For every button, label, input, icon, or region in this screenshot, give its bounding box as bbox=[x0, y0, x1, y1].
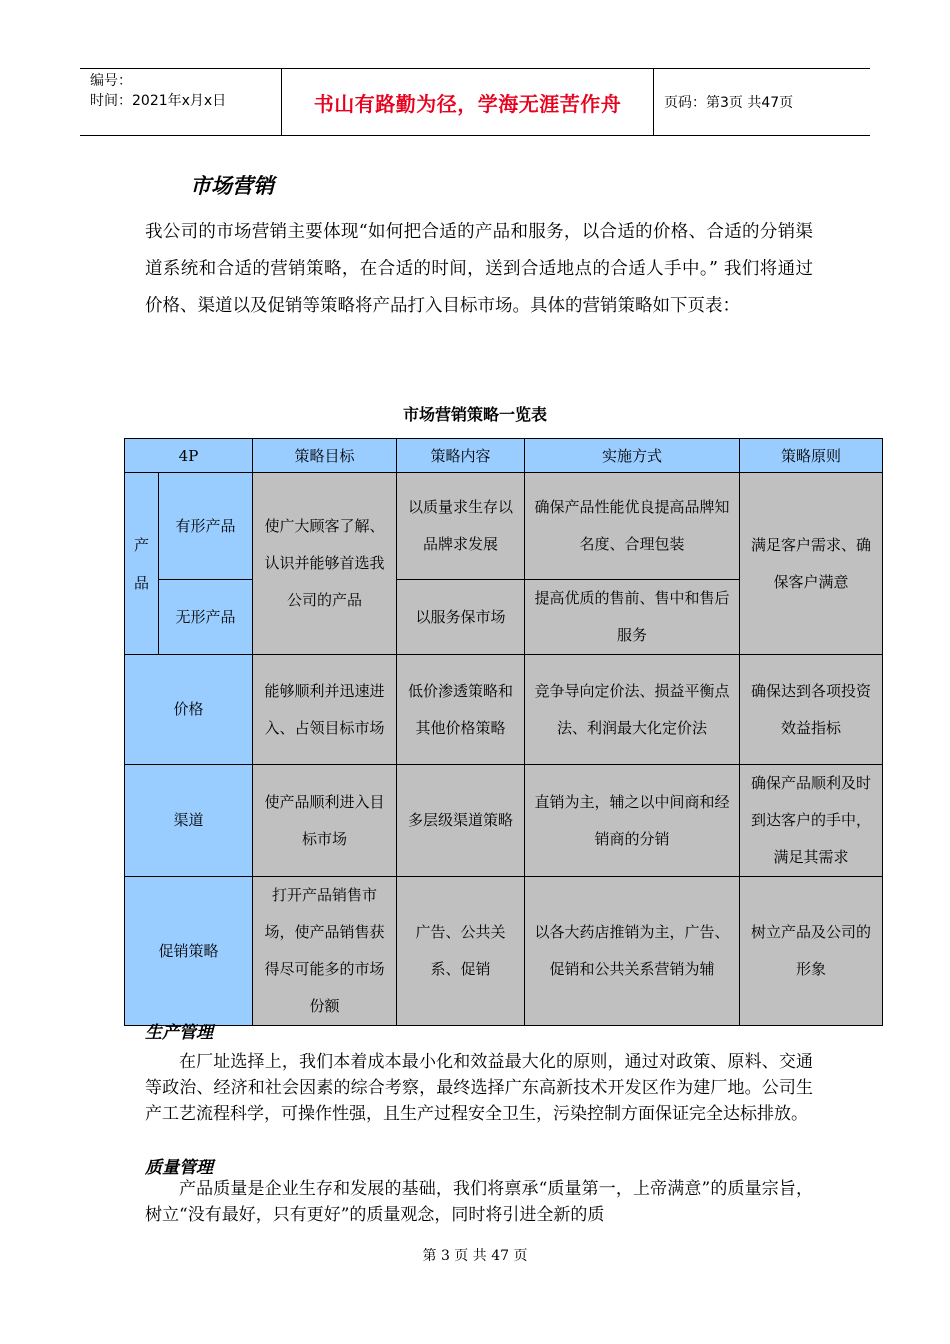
price-method: 竞争导向定价法、损益平衡点法、利润最大化定价法 bbox=[525, 655, 740, 765]
header-cell-4p: 4P bbox=[125, 439, 253, 473]
promotion-goal: 打开产品销售市场，使产品销售获得尽可能多的市场份额 bbox=[253, 877, 397, 1026]
table-row-channel bbox=[125, 765, 883, 877]
price-principle: 确保达到各项投资效益指标 bbox=[740, 655, 883, 765]
promotion-principle: 树立产品及公司的形象 bbox=[740, 877, 883, 1026]
page-footer: 第 3 页 共 47 页 bbox=[422, 1248, 528, 1264]
number-label: 编号： bbox=[90, 73, 132, 89]
production-heading: 生产管理 bbox=[145, 1023, 213, 1043]
promotion-content: 广告、公共关系、促销 bbox=[397, 877, 525, 1026]
table-header-row bbox=[125, 439, 883, 473]
production-paragraph: 在厂址选择上，我们本着成本最小化和效益最大化的原则，通过对政策、原料、交通等政治、经济和社会因素的综合考察，最终选择广东高新技术开发区作为建厂地。公司生产工艺流程科学，可操作性强，且生产过程安全卫生，污染控制方面保证完全达标排放。 bbox=[145, 1052, 813, 1124]
header-cell-principle: 策略原则 bbox=[740, 439, 883, 473]
channel-principle: 确保产品顺利及时到达客户的手中，满足其需求 bbox=[740, 765, 883, 877]
table-caption: 市场营销策略一览表 bbox=[402, 405, 547, 424]
channel-goal: 使产品顺利进入目标市场 bbox=[253, 765, 397, 877]
table-row-product-tangible bbox=[125, 473, 883, 580]
section-title: 市场营销 bbox=[190, 174, 274, 198]
product-principle: 满足客户需求、确保客户满意 bbox=[740, 473, 883, 655]
product-method-tangible: 确保产品性能优良提高品牌知名度、合理包装 bbox=[525, 473, 740, 580]
tangible-product-label: 有形产品 bbox=[159, 473, 253, 580]
header-page-info: 页码：第3页 共47页 bbox=[664, 95, 794, 111]
strategy-table bbox=[124, 438, 883, 1026]
product-goal: 使广大顾客了解、认识并能够首选我公司的产品 bbox=[253, 473, 397, 655]
table-row-price bbox=[125, 655, 883, 765]
header-cell-goal: 策略目标 bbox=[253, 439, 397, 473]
quality-paragraph: 产品质量是企业生存和发展的基础，我们将禀承“质量第一，上帝满意”的质量宗旨，树立“没有最好，只有更好”的质量观念，同时将引进全新的质 bbox=[145, 1179, 813, 1225]
date-label: 时间：2021年x月x日 bbox=[90, 93, 227, 109]
header-cell-content: 策略内容 bbox=[397, 439, 525, 473]
intangible-product-label: 无形产品 bbox=[159, 580, 253, 655]
product-label: 产 品 bbox=[125, 473, 159, 655]
promotion-label: 促销策略 bbox=[125, 877, 253, 1026]
channel-content: 多层级渠道策略 bbox=[397, 765, 525, 877]
quality-heading: 质量管理 bbox=[145, 1158, 213, 1178]
header-meta bbox=[80, 69, 282, 135]
page-header bbox=[80, 68, 870, 136]
price-content: 低价渗透策略和其他价格策略 bbox=[397, 655, 525, 765]
intro-paragraph: 我公司的市场营销主要体现“如何把合适的产品和服务，以合适的价格、合适的分销渠道系统和合适的营销策略，在合适的时间，送到合适地点的合适人手中。” 我们将通过价格、渠道以及促销等策略将产品打入目标市场。具体的营销策略如下页表： bbox=[145, 222, 813, 316]
channel-label: 渠道 bbox=[125, 765, 253, 877]
price-goal: 能够顺利并迅速进入、占领目标市场 bbox=[253, 655, 397, 765]
channel-method: 直销为主，辅之以中间商和经销商的分销 bbox=[525, 765, 740, 877]
header-motto: 书山有路勤为径，学海无涯苦作舟 bbox=[282, 69, 654, 135]
promotion-method: 以各大药店推销为主，广告、促销和公共关系营销为辅 bbox=[525, 877, 740, 1026]
price-label: 价格 bbox=[125, 655, 253, 765]
product-method-intangible: 提高优质的售前、售中和售后服务 bbox=[525, 580, 740, 655]
header-cell-method: 实施方式 bbox=[525, 439, 740, 473]
product-content-intangible: 以服务保市场 bbox=[397, 580, 525, 655]
table-row-promotion bbox=[125, 877, 883, 1026]
product-content-tangible: 以质量求生存以品牌求发展 bbox=[397, 473, 525, 580]
